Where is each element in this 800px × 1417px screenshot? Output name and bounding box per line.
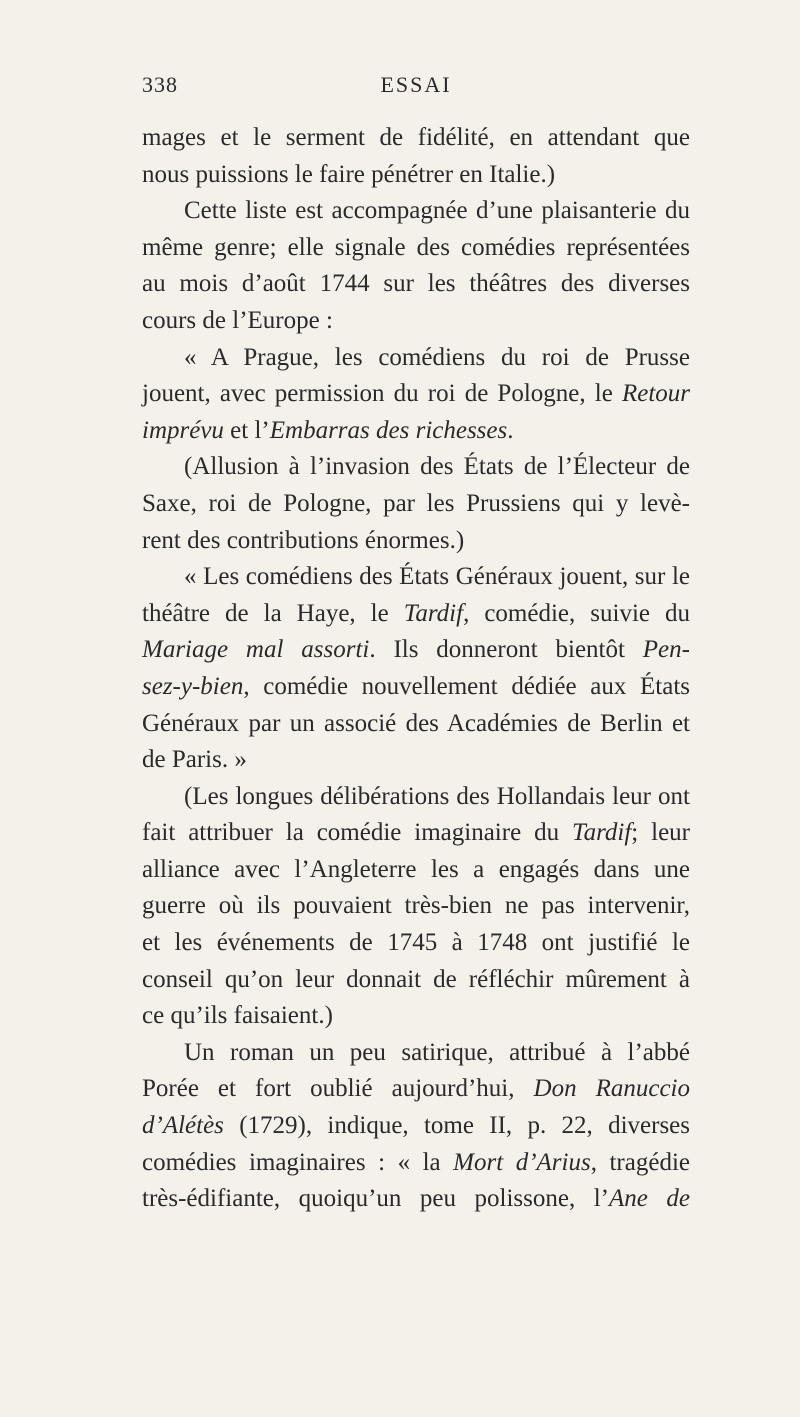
text-line	[142, 888, 690, 925]
text-line	[142, 1035, 690, 1072]
text-segment: « A Prague, les comédiens du roi de Prusse	[184, 343, 690, 371]
page-number: 338	[142, 72, 178, 97]
text-line	[142, 559, 690, 596]
text-segment: et l’	[223, 416, 270, 444]
italic-text: sez-y-bien	[142, 672, 244, 700]
text-segment: Cette liste est accompagnée d’une plaisanterie du	[184, 197, 690, 225]
text-segment: .	[507, 416, 514, 444]
text-line	[142, 998, 690, 1035]
italic-text: Tardif	[403, 599, 464, 627]
italic-text: Don Ranuccio	[533, 1075, 690, 1103]
text-segment: alliance avec l’Angleterre les a engagés dans une	[142, 855, 690, 883]
text-line	[142, 779, 690, 816]
italic-text: Pen-	[642, 636, 690, 664]
text-line	[142, 742, 690, 779]
text-line	[142, 632, 690, 669]
text-segment: Généraux par un associé des Académies de Berlin et	[142, 709, 690, 737]
text-line	[142, 852, 690, 889]
text-line	[142, 1108, 690, 1145]
text-line	[142, 815, 690, 852]
text-line	[142, 1181, 690, 1218]
text-line	[142, 925, 690, 962]
text-segment: Saxe, roi de Pologne, par les Prussiens qui y levè-	[142, 489, 690, 517]
text-line	[142, 157, 690, 194]
text-line	[142, 449, 690, 486]
text-line	[142, 1145, 690, 1182]
italic-text: Ane de	[609, 1185, 690, 1213]
italic-text: Mariage mal assorti	[142, 636, 370, 664]
text-segment: nous puissions le faire pénétrer en Italie.)	[142, 160, 556, 188]
text-segment: Porée et fort oublié aujourd’hui,	[142, 1075, 534, 1103]
text-line	[142, 376, 690, 413]
text-line	[142, 523, 690, 560]
text-line	[142, 193, 690, 230]
italic-text: Tardif	[571, 819, 632, 847]
text-segment: conseil qu’on leur donnait de réfléchir mûrement à	[142, 965, 690, 993]
text-segment: Un roman un peu satirique, attribué à l’abbé	[184, 1038, 690, 1066]
text-line	[142, 230, 690, 267]
body-text	[142, 120, 690, 1218]
text-line	[142, 303, 690, 340]
text-segment: de Paris. »	[142, 746, 247, 774]
text-line	[142, 266, 690, 303]
text-segment: . Ils donneront bientôt	[369, 636, 643, 664]
text-line	[142, 669, 690, 706]
text-line	[142, 120, 690, 157]
text-segment: rent des contributions énormes.)	[142, 526, 465, 554]
text-line	[142, 486, 690, 523]
text-segment: comédies imaginaires : « la	[142, 1148, 454, 1176]
text-segment: cours de l’Europe :	[142, 306, 333, 334]
text-segment: théâtre de la Haye, le	[142, 599, 404, 627]
text-segment: (Allusion à l’invasion des États de l’Électeur de	[184, 453, 690, 481]
text-segment: , comédie, suivie du	[463, 599, 690, 627]
text-segment: et les événements de 1745 à 1748 ont justifié le	[142, 929, 690, 957]
text-line	[142, 413, 690, 450]
text-segment: , comédie nouvellement dédiée aux États	[243, 672, 690, 700]
text-segment: (1729), indique, tome II, p. 22, diverses	[223, 1112, 690, 1140]
text-segment: même genre; elle signale des comédies représentées	[142, 233, 690, 261]
italic-text: Retour	[621, 380, 690, 408]
text-line	[142, 1071, 690, 1108]
text-segment: au mois d’août 1744 sur les théâtres des diverses	[142, 270, 690, 298]
text-segment: , tragédie	[590, 1148, 690, 1176]
page-header	[142, 72, 690, 112]
text-segment: ; leur	[631, 819, 690, 847]
text-line	[142, 962, 690, 999]
running-title: ESSAI	[380, 72, 452, 97]
text-segment: (Les longues délibérations des Hollandais leur ont	[184, 782, 690, 810]
text-segment: très-édifiante, quoiqu’un peu polissone, l’	[142, 1185, 610, 1213]
italic-text: imprévu	[142, 416, 224, 444]
text-line	[142, 340, 690, 377]
text-segment: guerre où ils pouvaient très-bien ne pas intervenir,	[142, 892, 690, 920]
text-segment: « Les comédiens des États Généraux jouent, sur le	[184, 563, 690, 591]
text-segment: mages et le serment de fidélité, en attendant que	[142, 124, 690, 151]
text-line	[142, 596, 690, 633]
italic-text: d’Alétès	[142, 1112, 224, 1140]
text-segment: fait attribuer la comédie imaginaire du	[142, 819, 572, 847]
text-segment: jouent, avec permission du roi de Pologne, le	[142, 380, 622, 408]
italic-text: Embarras des richesses	[269, 416, 508, 444]
text-line	[142, 706, 690, 743]
text-segment: ce qu’ils faisaient.)	[142, 1002, 333, 1030]
italic-text: Mort d’Arius	[453, 1148, 591, 1176]
